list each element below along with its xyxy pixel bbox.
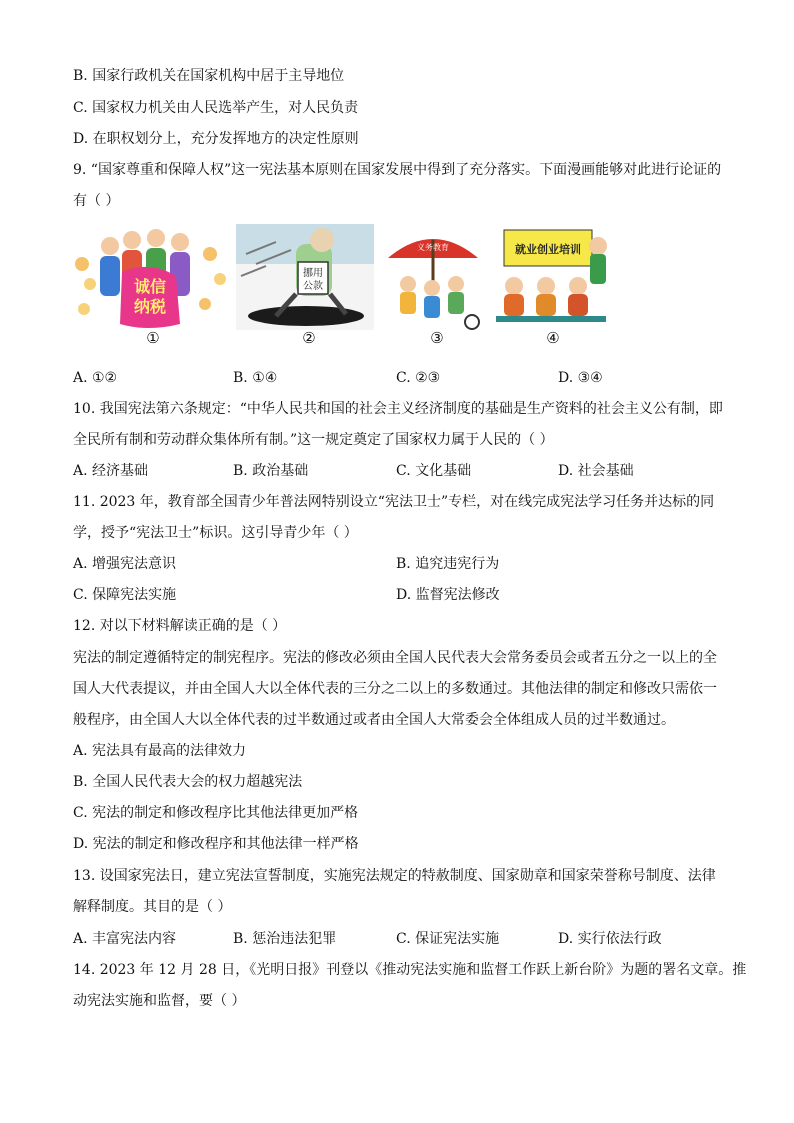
q12-option-a: A. 宪法具有最高的法律效力: [73, 743, 247, 759]
q12-stem: 12. 对以下材料解读正确的是（ ）: [73, 618, 287, 634]
sign-text-1a: 诚信: [133, 277, 167, 296]
q13-option-c: C. 保证宪法实施: [396, 931, 500, 947]
q11-option-c: C. 保障宪法实施: [73, 587, 177, 603]
cartoon-honest-tax: [70, 224, 230, 330]
q12-option-d: D. 宪法的制定和修改程序和其他法律一样严格: [73, 836, 359, 852]
q13-stem-line1: 13. 设国家宪法日，建立宪法宣誓制度，实施宪法规定的特赦制度、国家勋章和国家荣誉称号制度、法律: [73, 868, 716, 884]
cartoon-label-1: ①: [146, 329, 160, 347]
q11-option-b: B. 追究违宪行为: [396, 556, 500, 572]
umbrella-text: 义务教育: [417, 243, 449, 252]
q9-stem-line2: 有（ ）: [73, 193, 120, 209]
q9-stem-line1: 9. “国家尊重和保障人权”这一宪法基本原则在国家发展中得到了充分落实。下面漫画能够对此进行论证的: [73, 162, 722, 178]
q10-option-d: D. 社会基础: [558, 463, 634, 479]
q9-option-c: C. ②③: [396, 370, 441, 386]
cartoon-label-4: ④: [546, 329, 560, 347]
q9-cartoon-row: [70, 224, 615, 350]
q9-option-d: D. ③④: [558, 370, 603, 386]
q14-stem-line1: 14. 2023 年 12 月 28 日，《光明日报》刊登以《推动宪法实施和监督工作跃上新台阶》为题的署名文章。推: [73, 962, 747, 978]
q8-option-b: B. 国家行政机关在国家机构中居于主导地位: [73, 68, 345, 84]
q8-option-c: C. 国家权力机关由人民选举产生，对人民负责: [73, 100, 359, 116]
q9-option-a: A. ①②: [73, 370, 118, 386]
sign-text-1b: 纳税: [133, 297, 167, 316]
q13-option-d: D. 实行依法行政: [558, 931, 662, 947]
sign-text-2b: 公款: [303, 281, 323, 292]
cartoon-job-training: [490, 224, 612, 330]
q10-stem-line2: 全民所有制和劳动群众集体所有制。”这一规定奠定了国家权力属于人民的（ ）: [73, 432, 554, 448]
q10-option-b: B. 政治基础: [233, 463, 309, 479]
q14-stem-line2: 动宪法实施和监督，要（ ）: [73, 993, 246, 1009]
q12-option-c: C. 宪法的制定和修改程序比其他法律更加严格: [73, 805, 359, 821]
q11-option-d: D. 监督宪法修改: [396, 587, 500, 603]
q12-material: 宪法的制定遵循特定的制宪程序。宪法的修改必须由全国人民代表大会常务委员会或者五分之一以上的全国人大代表提议，并由全国人大以全体代表的三分之二以上的多数通过。其他法律的制定和修改只需依一般程序，由全国人大以全体代表的过半数通过或者由全国人大常委会全体组成人员的过半数通过。: [73, 650, 717, 728]
q13-stem-line2: 解释制度。其目的是（ ）: [73, 899, 232, 915]
q12-option-b: B. 全国人民代表大会的权力超越宪法: [73, 774, 303, 790]
q10-option-c: C. 文化基础: [396, 463, 472, 479]
cartoon-label-3: ③: [430, 329, 444, 347]
q11-option-a: A. 增强宪法意识: [73, 556, 177, 572]
board-text: 就业创业培训: [515, 243, 581, 256]
q11-stem-line1: 11. 2023 年，教育部全国青少年普法网特别设立“宪法卫士”专栏，对在线完成宪法学习任务并达标的同: [73, 494, 715, 510]
q11-stem-line2: 学，授予“宪法卫士”标识。这引导青少年（ ）: [73, 525, 358, 541]
q9-option-b: B. ①④: [233, 370, 278, 386]
q8-option-d: D. 在职权划分上，充分发挥地方的决定性原则: [73, 131, 359, 147]
cartoon-compulsory-education: [380, 224, 486, 330]
q13-option-b: B. 惩治违法犯罪: [233, 931, 337, 947]
cartoon-label-2: ②: [302, 329, 316, 347]
q13-option-a: A. 丰富宪法内容: [73, 931, 177, 947]
cartoon-embezzlement: [236, 224, 374, 330]
q10-stem-line1: 10. 我国宪法第六条规定：“中华人民共和国的社会主义经济制度的基础是生产资料的社会主义公有制，即: [73, 401, 723, 417]
sign-text-2a: 挪用: [303, 268, 323, 279]
q10-option-a: A. 经济基础: [73, 463, 149, 479]
